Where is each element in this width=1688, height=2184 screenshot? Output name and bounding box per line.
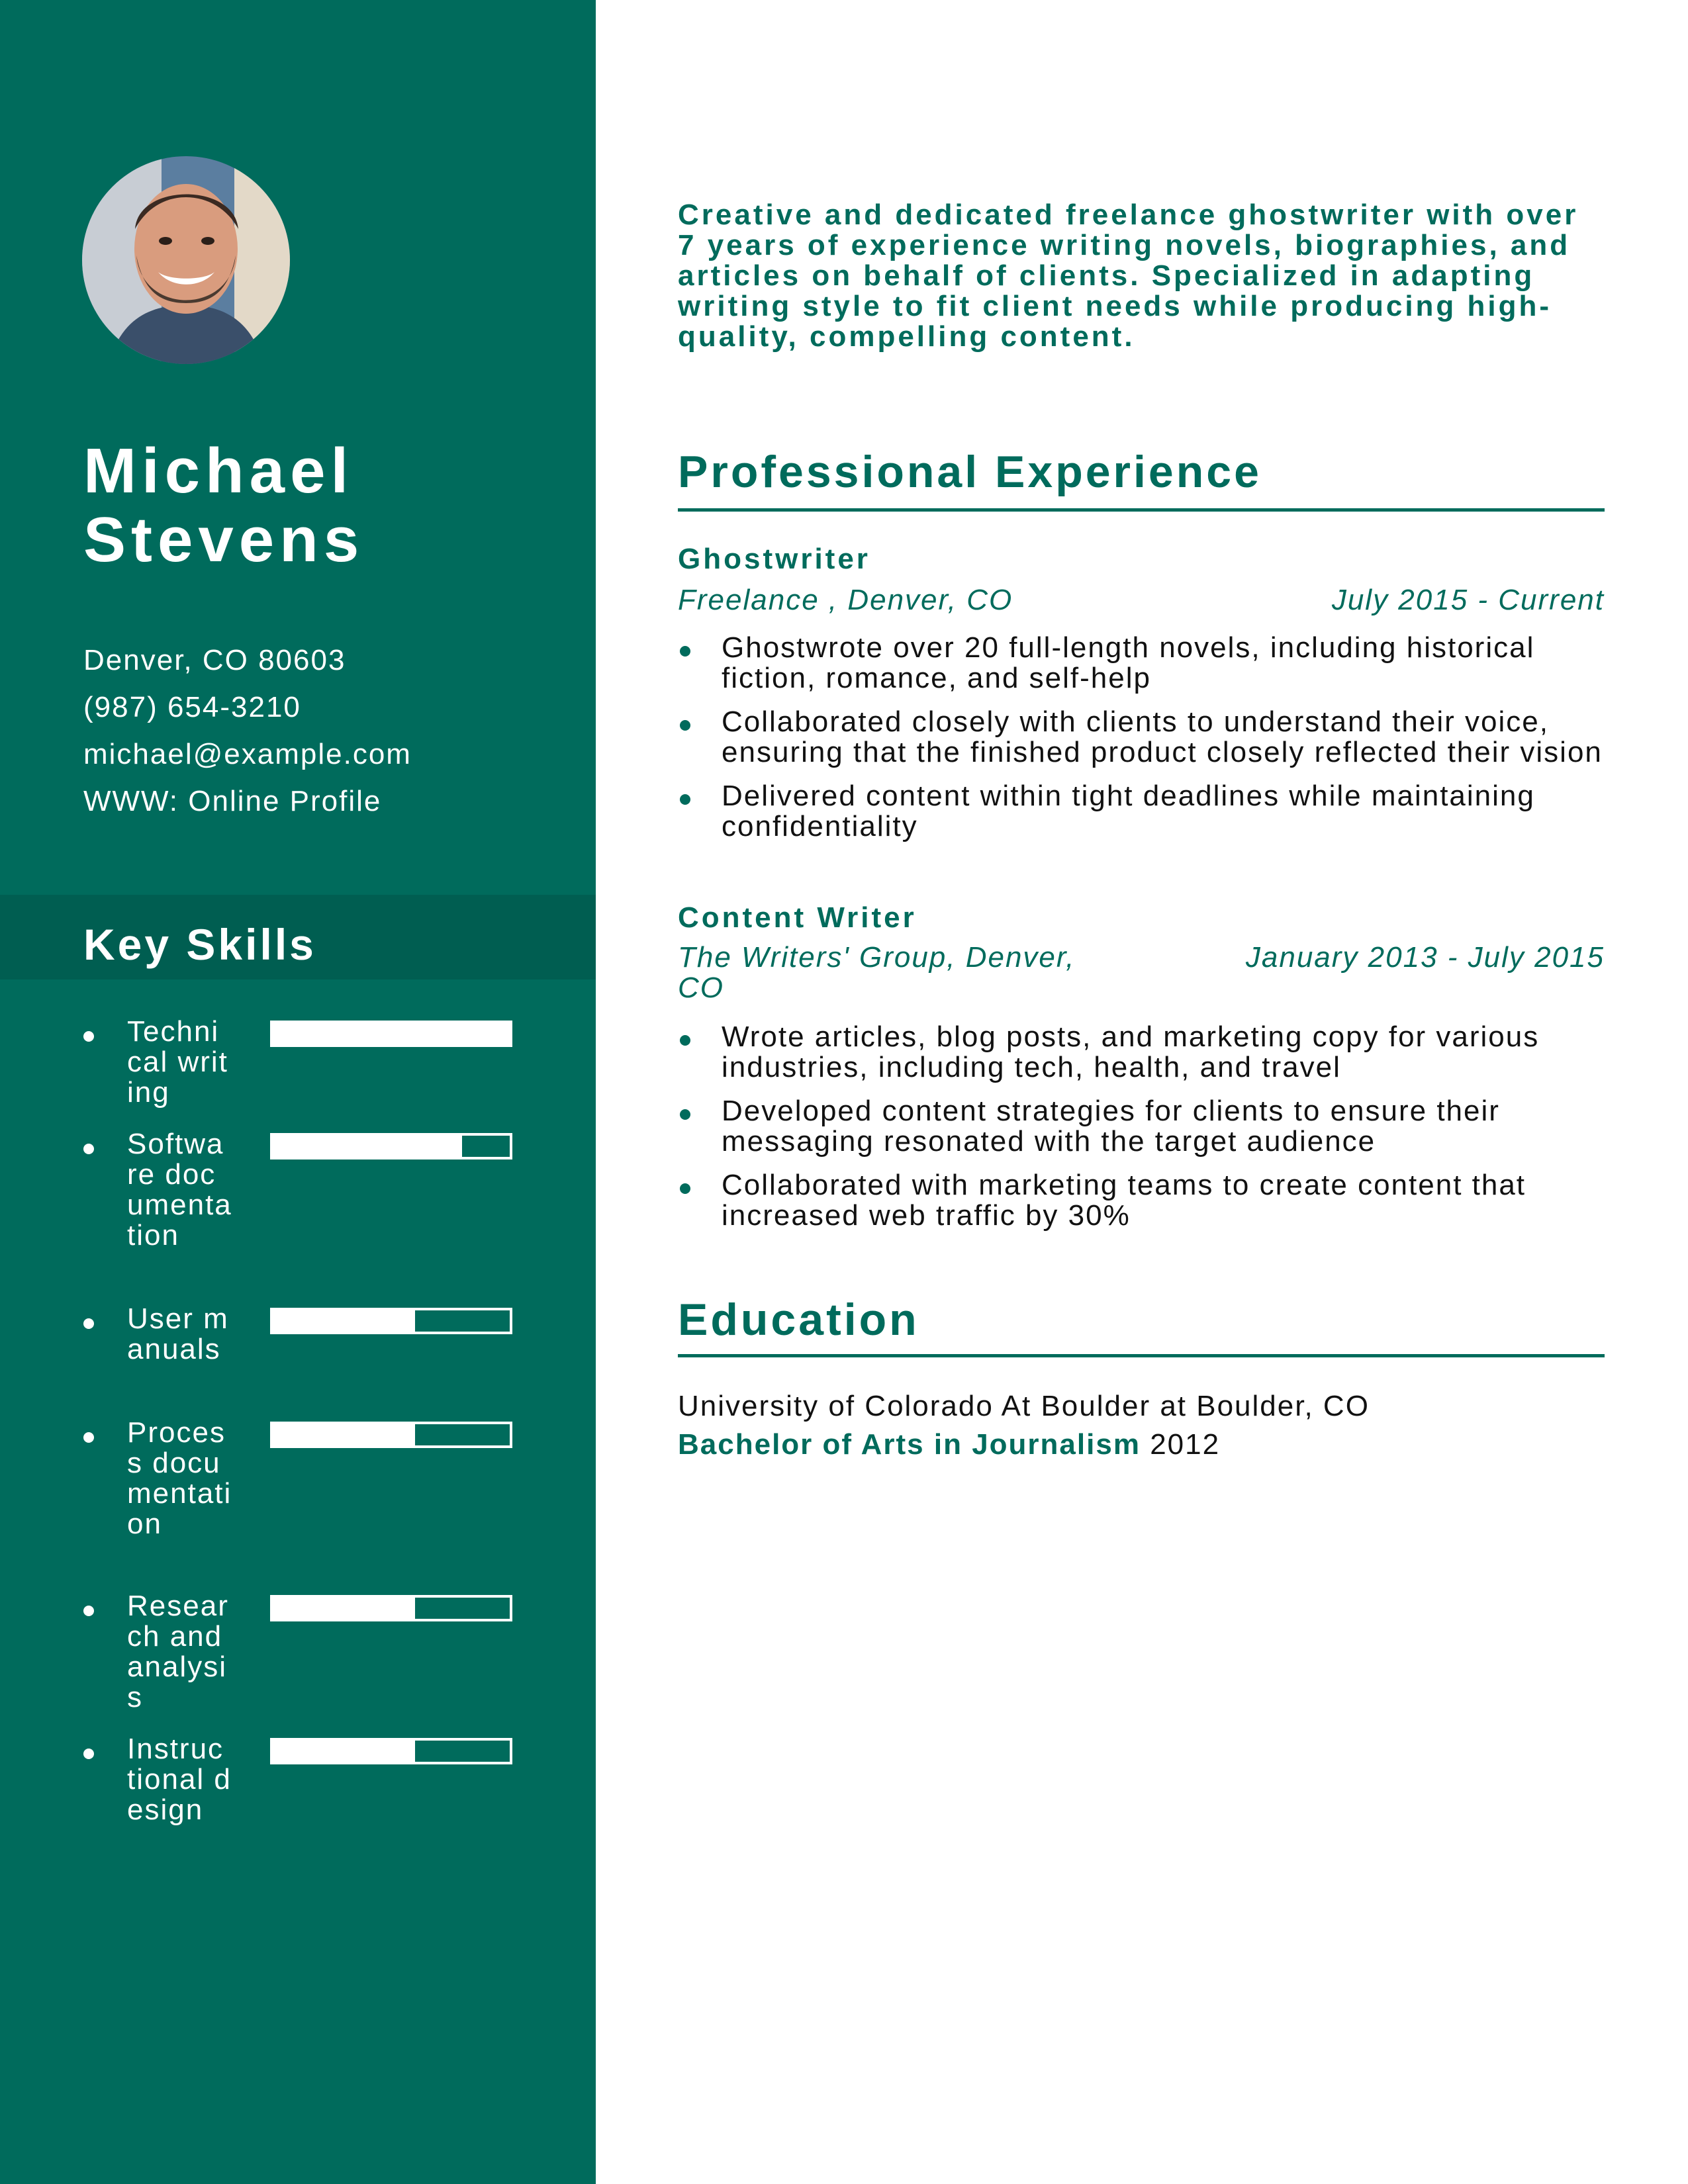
bullet-text: Collaborated with marketing teams to create content that increased web traffic by 30%	[722, 1169, 1526, 1232]
website-link[interactable]: WWW: Online Profile	[83, 785, 382, 817]
skill-label: Research and analysis	[127, 1590, 229, 1713]
education-year: 2012	[1150, 1428, 1221, 1461]
job-title: Ghostwriter	[678, 543, 870, 575]
skill-label: Technical writing	[127, 1015, 228, 1109]
skill-label: Software documentation	[127, 1128, 232, 1251]
list-item	[678, 707, 1605, 768]
bullet-icon	[83, 1318, 94, 1329]
list-item	[678, 1022, 1605, 1083]
bullet-icon	[680, 720, 690, 731]
skill-label: Instructional design	[127, 1733, 232, 1826]
list-item	[678, 781, 1605, 842]
first-name: Michael	[83, 435, 354, 506]
bullet-icon	[680, 794, 690, 805]
job-bullets	[678, 633, 1605, 842]
job-dates: July 2015 - Current	[1331, 584, 1605, 616]
skill-level-bar	[270, 1595, 512, 1621]
email-link[interactable]: michael@example.com	[83, 738, 412, 770]
skill-level-fill	[273, 1424, 415, 1445]
bullet-icon	[83, 1606, 94, 1616]
skill-level-fill	[273, 1310, 415, 1332]
bullet-icon	[83, 1144, 94, 1154]
bullet-icon	[680, 1183, 690, 1194]
skill-label: Process documentation	[127, 1416, 232, 1540]
phone-text[interactable]: (987) 654-3210	[83, 691, 301, 723]
skill-level-bar	[270, 1422, 512, 1448]
bullet-icon	[680, 1109, 690, 1120]
skill-label: User manuals	[127, 1302, 229, 1365]
education-degree-line	[678, 1428, 1605, 1461]
bullet-icon	[83, 1432, 94, 1443]
summary-text: Creative and dedicated freelance ghostwriter with over 7 years of experience writing novels, biographies, and articles on behalf of clients. Specialized in adapting writing style to fit client needs while producing high-quality, compelling content.	[678, 199, 1579, 353]
skill-level-bar	[270, 1133, 512, 1160]
education-school: University of Colorado At Boulder at Boulder, CO	[678, 1390, 1370, 1422]
education-title: Education	[678, 1288, 1605, 1357]
experience-title: Professional Experience	[678, 442, 1605, 512]
skill-level-bar	[270, 1021, 512, 1047]
bullet-text: Collaborated closely with clients to understand their voice, ensuring that the finished product closely reflected their vision	[722, 705, 1603, 768]
bullet-icon	[680, 1035, 690, 1046]
bullet-text: Delivered content within tight deadlines while maintaining confidentiality	[722, 780, 1535, 842]
bullet-icon	[83, 1031, 94, 1042]
location-text: Denver, CO 80603	[83, 644, 346, 676]
list-item	[678, 1096, 1605, 1157]
job-dates: January 2013 - July 2015	[1245, 941, 1605, 974]
skill-level-fill	[273, 1598, 415, 1619]
skills-title: Key Skills	[83, 920, 316, 969]
job-company: The Writers' Group, Denver, CO	[678, 941, 1076, 1004]
job-bullets	[678, 1022, 1605, 1231]
skill-level-bar	[270, 1308, 512, 1334]
bullet-icon	[83, 1749, 94, 1759]
bullet-icon	[680, 646, 690, 657]
skill-level-fill	[273, 1023, 510, 1044]
sidebar	[0, 0, 596, 2184]
job-company: Freelance , Denver, CO	[678, 584, 1013, 616]
profile-photo	[82, 156, 290, 364]
last-name: Stevens	[83, 504, 365, 575]
job-title: Content Writer	[678, 901, 917, 934]
person-name	[83, 437, 573, 574]
skill-level-fill	[273, 1741, 415, 1762]
bullet-text: Ghostwrote over 20 full-length novels, including historical fiction, romance, and self-help	[722, 631, 1535, 694]
skill-level-fill	[273, 1136, 462, 1157]
skill-level-bar	[270, 1738, 512, 1764]
list-item	[678, 1170, 1605, 1231]
list-item	[678, 633, 1605, 694]
education-degree: Bachelor of Arts in Journalism	[678, 1428, 1141, 1461]
bullet-text: Developed content strategies for clients to ensure their messaging resonated with the target audience	[722, 1095, 1500, 1158]
contact-info	[83, 637, 573, 825]
bullet-text: Wrote articles, blog posts, and marketing copy for various industries, including tech, health, and travel	[722, 1021, 1540, 1083]
